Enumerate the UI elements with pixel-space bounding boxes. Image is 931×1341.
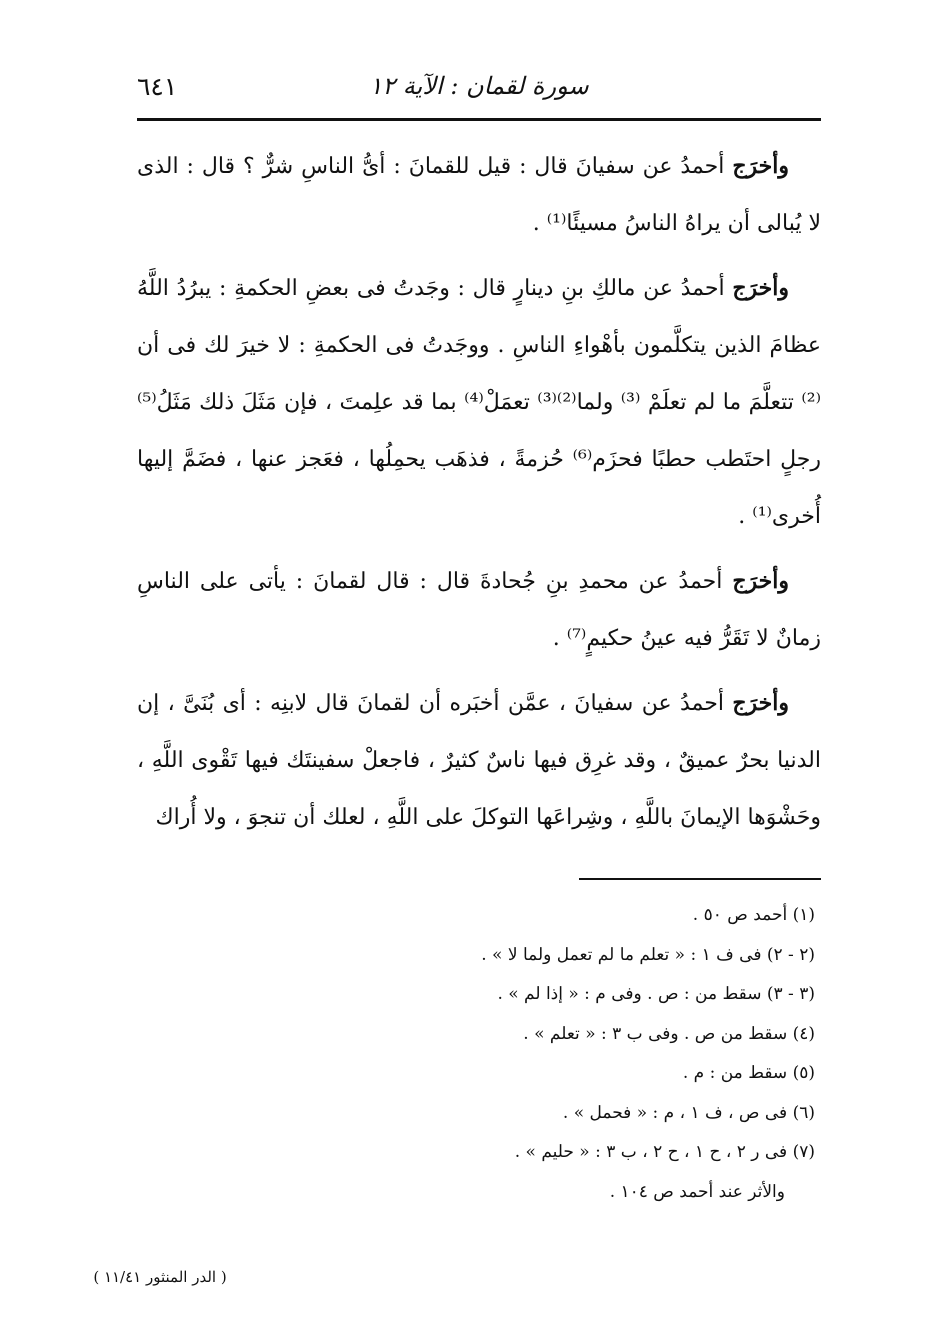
paragraph-text: أحمدُ عن مالكِ بنِ دينارٍ قال : وجَدتُ فى بعضِ الحكمةِ : يبرُدُ اللَّهُ عظامَ الذين يتكلَّمون بأهْواءِ الناسِ . ووجَدتُ فى الحكمةِ : لا خيرَ لك فى أن ⁽²⁾ تتعلَّمَ ما لم تعلَمْ ⁽³⁾ ولما⁽²⁾⁽³⁾ تعمَلْ⁽⁴⁾ بما قد علِمتَ ، فإن مَثَلَ ذلك مَثَلُ⁽⁵⁾ رجلٍ احتَطب حطبًا فحزَم⁽⁶⁾ حُزمةً ، فذهَب يحمِلُها ، فعَجز عنها ، فضَمَّ إليها أُخرى⁽¹⁾ .	[137, 276, 821, 529]
paragraph-text: أحمدُ عن سفيانَ قال : قيل للقمانَ : أىُّ الناسِ شرٌّ ؟ قال : الذى لا يُبالى أن يراهُ الناسُ مسيئًا⁽¹⁾ .	[137, 154, 821, 236]
paragraph-4	[137, 675, 821, 846]
footnote-6: (٦) فى ص ، ف ١ ، م : « فحمل » .	[562, 1102, 815, 1123]
paragraph-text: أحمدُ عن محمدِ بنِ جُحادةَ قال : قال لقمانَ : يأتى على الناسِ زمانٌ لا تَقَرُّ فيه عينُ حكيمٍ⁽⁷⁾ .	[137, 569, 821, 651]
volume-signature: ( الدر المنثور ١١/٤١ )	[93, 1268, 227, 1286]
footnote-3: (٣ - ٣) سقط من : ص . وفى م : « إذا لم » .	[497, 984, 815, 1004]
footnote-7-continuation: والأثر عند أحمد ص ١٠٤ .	[609, 1181, 785, 1202]
footnote-rule	[579, 878, 821, 880]
main-text	[137, 138, 821, 854]
paragraph-lead: وأخرَج	[732, 153, 789, 179]
footnote-2: (٢ - ٢) فى ف ١ : « تعلم ما لم تعمل ولما لا » .	[481, 944, 815, 965]
footnote-4: (٤) سقط من ص . وفى ب ٣ : « تعلم » .	[523, 1023, 815, 1044]
footnote-5: (٥) سقط من : م .	[682, 1063, 815, 1083]
footnote-1: (١) أحمد ص ٥٠ .	[692, 905, 815, 925]
paragraph-3	[137, 553, 821, 667]
paragraph-lead: وأخرَج	[732, 275, 789, 301]
header-rule	[137, 118, 821, 121]
paragraph-lead: وأخرَج	[732, 568, 789, 594]
paragraph-1	[137, 138, 821, 252]
footnotes	[137, 896, 821, 1212]
paragraph-2	[137, 260, 821, 545]
footnote-7: (٧) فى ر ٢ ، ح ١ ، ح ٢ ، ب ٣ : « حليم » .	[514, 1142, 815, 1162]
page-header	[137, 66, 821, 114]
page-number: ٦٤١	[137, 72, 178, 101]
paragraph-lead: وأخرَج	[732, 690, 789, 716]
running-title: سورة لقمان : الآية ١٢	[369, 72, 589, 100]
paragraph-text: أحمدُ عن سفيانَ ، عمَّن أخبَره أن لقمانَ قال لابنِه : أى بُنَىَّ ، إن الدنيا بحرٌ عميقٌ ، وقد غرِق فيها ناسٌ كثيرٌ ، فاجعلْ سفينتَك فيها تَقْوى اللَّهِ ، وحَشْوَها الإيمانَ باللَّهِ ، وشِراعَها التوكلَ على اللَّهِ ، لعلك أن تنجوَ ، ولا أُراك	[137, 691, 821, 830]
